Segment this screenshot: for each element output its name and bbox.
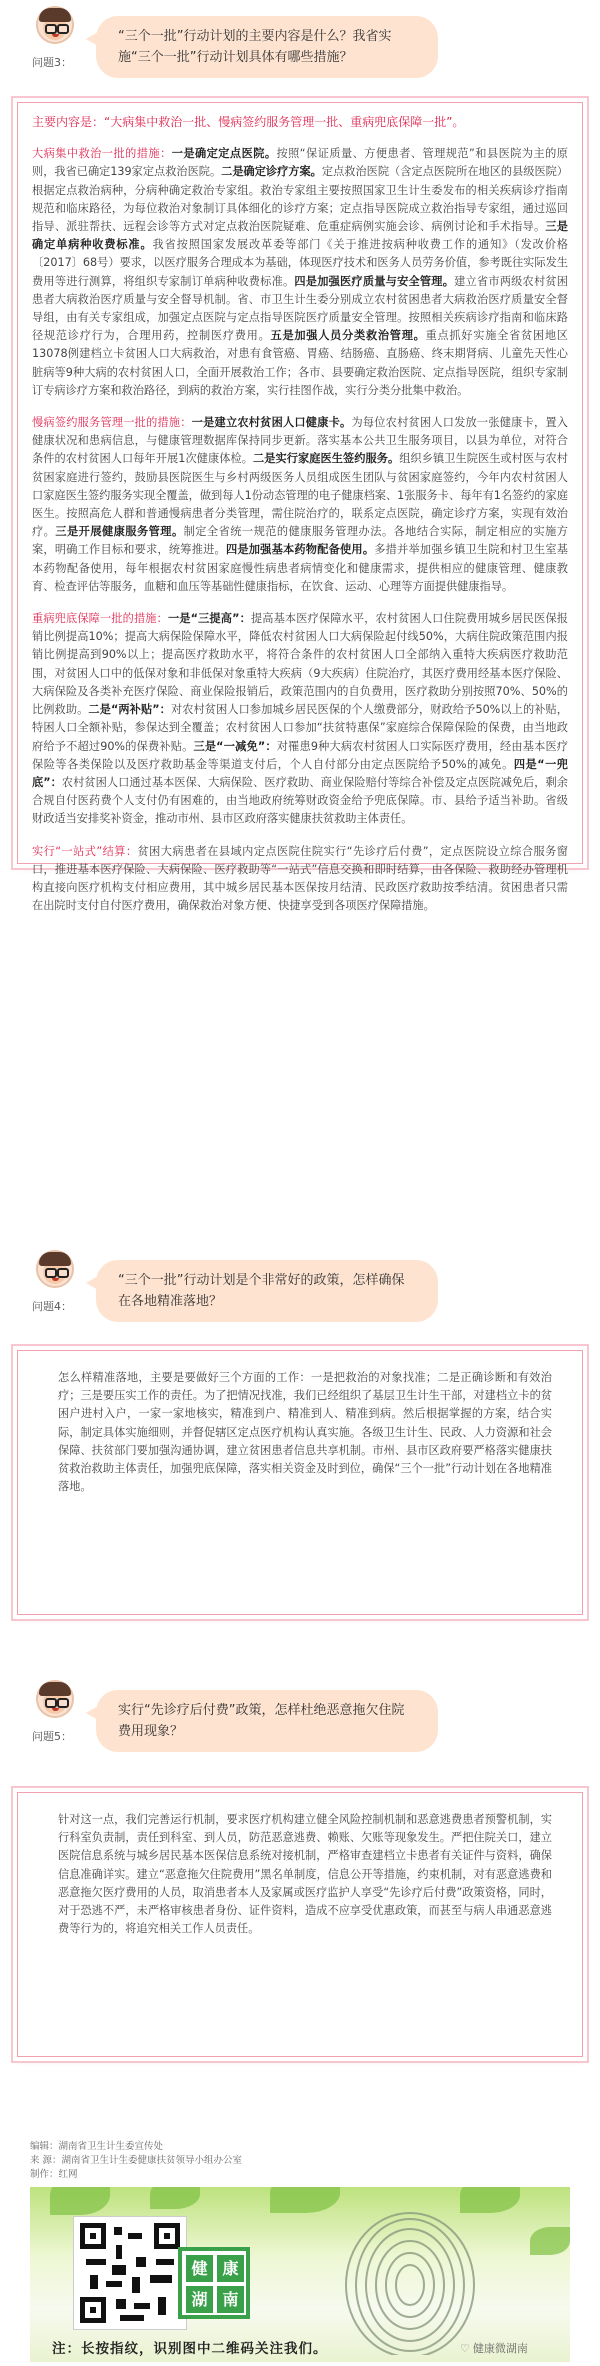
section-title: 实行“一站式”结算： bbox=[32, 844, 138, 858]
logo-char: 湖 bbox=[186, 2286, 213, 2313]
point-text: 按照“保证质量、方便患者、管理规范”和县医院为主的原则，我省已确定139家定点救治医院。 bbox=[32, 147, 568, 179]
logo-char: 健 bbox=[186, 2255, 213, 2282]
point-heading: 一是确定定点医院。 bbox=[171, 147, 277, 161]
point-heading: 四是加强医疗质量与安全管理。 bbox=[294, 274, 455, 288]
credit-editor: 编辑：湖南省卫生计生委宣传处 bbox=[30, 2141, 164, 2152]
credit-source: 来 源：湖南省卫生计生委健康扶贫领导小组办公室 bbox=[30, 2155, 243, 2166]
logo-icon bbox=[178, 2247, 250, 2319]
answer-text: 怎么样精准落地，主要是要做好三个方面的工作：一是把救治的对象找准；二是正确诊断和有效治疗；三是要压实工作的责任。为了把情况找准，我们已经组织了基层卫生计生干部，对建档立卡的贫困户进村入户，一家一家地核实，精准到户、精准到人、精准到病。然后根据掌握的方案，结合实际，制定具体实施细则，并督促辖区定点医疗机构认真实施。各级卫生计生、民政、人力资源和社会保障、扶贫部门要加强沟通协调，建立贫困患者信息共享机制。市州、县市区政府要严格落实健康扶贫救治救助主体责任，加强兜底保障，落实相关资金及时到位，确保“三个一批”行动计划在各地精准落地。 bbox=[58, 1371, 552, 1494]
point-text: 组织乡镇卫生院医生或村医与农村贫困家庭进行签约，鼓励县医院医生与乡村两级医务人员组成医生团队与贫困家庭签约，今年内农村贫困人口家庭医生签约服务实现全覆盖，做到每人1份动态管理的电子健康档案、1张服务卡、每年有1名签约的家庭医生。按照高危人群和普通慢病患者分类管理，需住院治疗的，联系定点医院，确定诊疗方案，实现有效治疗。 bbox=[32, 452, 568, 539]
section-title: 大病集中救治一批的措施： bbox=[32, 147, 172, 161]
point-text: 贫困大病患者在县域内定点医院住院实行“先诊疗后付费”，定点医院设立综合服务窗口，推进基本医疗保险、大病保险、医疗救助等“一站式”信息交换和即时结算，由各保险、救助经办管理机构直接向医疗机构支付相应费用，其中城乡居民基本医保按月结清、民政医疗救助按季结清。贫困患者只需在出院时支付自付医疗费用，确保救治对象方便、快捷享受到各项医疗保障措施。 bbox=[32, 844, 568, 913]
point-text: 对农村贫困人口参加城乡居民医保的个人缴费部分，财政给予50%以上的补贴，特困人口全额补贴，参保达到全覆盖；农村贫困人口参加“扶贫特惠保”家庭综合保障保险的保费，由当地政府给予不超过90%的保费补贴。 bbox=[32, 703, 568, 753]
question-bubble: “三个一批”行动计划的主要内容是什么？我省实施“三个一批”行动计划具体有哪些措施？ bbox=[96, 16, 438, 78]
logo-char: 南 bbox=[217, 2286, 244, 2313]
section-title: 重病兜底保障一批的措施： bbox=[32, 612, 168, 626]
point-heading: 三是开展健康服务管理。 bbox=[55, 525, 184, 539]
heart-icon: ♡ bbox=[460, 2342, 470, 2355]
point-text: 为每位农村贫困人口发放一张健康卡，置入健康状况和患病信息，与健康管理数据库保持同步更新。落实基本公共卫生服务项目，以县为单位，对符合条件的农村贫困人口每年开展1次健康体检。 bbox=[32, 416, 568, 466]
section-serious-illness bbox=[32, 610, 568, 828]
answer-panel-5 bbox=[17, 1792, 583, 2057]
point-heading: 五是加强人员分类救治管理。 bbox=[270, 329, 426, 343]
point-text: 重点抓好实施全省贫困地区13078例建档立卡贫困人口大病救治，对患有食管癌、胃癌、结肠癌、直肠癌、终末期肾病、儿童先天性心脏病等9种大病的农村贫困人口，全面开展救治工作；各市、县要确定救治医院、定点指导医院，组织专家制订专病诊疗方案和救治路径，到病的救治方案，实行挂图作战，实行分类分批集中救治。 bbox=[32, 329, 568, 397]
point-text: 对罹患9种大病农村贫困人口实际医疗费用，经由基本医疗保险等各类保险以及医疗救助基金等渠道支付后，个人自付部分由定点医院给予50%的减免。 bbox=[32, 739, 568, 771]
promo-banner bbox=[30, 2187, 570, 2362]
section-major-illness bbox=[32, 145, 568, 400]
question-label: 问题3： bbox=[32, 56, 72, 69]
point-heading: 四是“一兜底”： bbox=[32, 757, 568, 789]
question-label: 问题5： bbox=[32, 1730, 72, 1743]
avatar-icon bbox=[36, 1250, 74, 1288]
point-text: 提高基本医疗保障水平，农村贫困人口住院费用城乡居民医保报销比例提高10%；提高大病保险保障水平，降低农村贫困人口大病保险起付线50%，大病住院政策范围内报销比例提高到90%以上；提高医疗救助水平，将符合条件的农村贫困人口全部纳入重特大疾病医疗救助范围，对贫困人口中的低保对象和非低保对象重特大疾病（9大疾病）住院治疗，其医疗费用经基本医疗保险、大病保险及各类补充医疗保险、商业保险报销后，政策范围内的自负费用，医疗救助分别按照70%、50%的比例救助。 bbox=[32, 612, 568, 717]
section-title: 慢病签约服务管理一批的措施： bbox=[32, 416, 192, 430]
question-label: 问题4： bbox=[32, 1300, 72, 1313]
point-heading: 二是实行家庭医生签约服务。 bbox=[252, 452, 400, 466]
avatar-icon bbox=[36, 6, 74, 44]
point-heading: 二是“两补贴”： bbox=[88, 703, 171, 717]
point-heading: 一是“三提高”： bbox=[167, 612, 251, 626]
section-one-stop-settlement bbox=[32, 843, 568, 916]
credit-producer: 制作：红网 bbox=[30, 2169, 78, 2180]
qr-code-icon[interactable] bbox=[74, 2217, 186, 2329]
point-text: 我省按照国家发展改革委等部门《关于推进按病种收费工作的通知》（发改价格〔2017〕68号）要求，以医疗服务合理成本为基础，体现医疗技术和医务人员劳务价值，参考既往实际发生费用等进行测算，将组织专家制订单病种收费标准。 bbox=[32, 238, 568, 288]
point-heading: 三是确定单病种收费标准。 bbox=[32, 220, 568, 252]
point-heading: 四是加强基本药物配备使用。 bbox=[225, 543, 375, 557]
section-chronic-disease bbox=[32, 414, 568, 596]
point-text: 多措并举加强乡镇卫生院和村卫生室基本药物配备使用，每年根据农村贫困家庭慢性病患者病情变化和健康需求，提供相应的健康管理、健康教育、检查评估等服务，血糖和血压等基础性健康指标，在饮食、运动、心理等方面提供健康指导。 bbox=[32, 543, 568, 593]
point-text: 农村贫困人口通过基本医保、大病保险、医疗救助、商业保险赔付等综合补偿及定点医院减免后，剩余合规自付医药费个人支付仍有困难的，由当地政府统筹财政资金给予兜底保障。市、县给予适当补助。省级财政适当安排奖补资金，推动市州、县市区政府落实健康扶贫救助主体责任。 bbox=[32, 775, 568, 826]
answer-panel-4 bbox=[17, 1350, 583, 1615]
answer-panel-3 bbox=[17, 102, 583, 913]
point-text: 定点救治医院（含定点医院所在地区的县级医院）根据定点救治病种，分病种确定救治专家组。救治专家组主要按照国家卫生计生委发布的相关疾病诊疗指南规范和临床路径，为每位救治对象制订具体细化的诊疗方案；定点指导医院成立救治指导专家组，通过巡回指导、派驻帮扶、远程会诊等方式对定点救治医院疑难、危重症病例实施会诊、病例讨论和手术指导。 bbox=[32, 165, 569, 234]
point-text: 制定全省统一规范的健康服务管理办法。各地结合实际，制定相应的实施方案，明确工作目标和要求，统筹推进。 bbox=[32, 525, 568, 557]
credits bbox=[30, 2140, 242, 2182]
point-heading: 三是“一减免”： bbox=[193, 739, 277, 753]
point-text: 建立省市两级农村贫困患者大病救治医疗质量与安全督导机制。省、市卫生计生委分别成立农村贫困患者大病救治医疗质量安全督导组，由有关专家组成，加强定点医院与定点指导医院医疗质量安全管理。按照相关疾病诊疗指南和临床路径规范诊疗行为，合理用药，控制医疗费用。 bbox=[32, 274, 568, 343]
question-bubble: “三个一批”行动计划是个非常好的政策，怎样确保在各地精准落地？ bbox=[96, 1260, 438, 1322]
answer-text: 针对这一点，我们完善运行机制，要求医疗机构建立健全风险控制机制和恶意逃费患者预警机制，实行科室负责制，责任到科室、到人员，防范恶意逃费、赖账、欠账等现象发生。严把住院关口，建立医院信息系统与城乡居民基本医保信息系统对接机制，严格审查建档立卡患者有关证件与资料，确保信息准确详实。建立“恶意拖欠住院费用”黑名单制度，信息公开等措施，约束机制，对有恶意逃费和恶意拖欠医疗费用的人员，取消患者本人及家属或医疗监护人享受“先诊疗后付费”政策资格，同时，对于恐逃不严，未严格审核患者身份、证件资料，造成不应享受优惠政策，而甚至与病人串通恶意逃费等行为的，将追究相关工作人员责任。 bbox=[58, 1813, 552, 1936]
point-heading: 二是确定诊疗方案。 bbox=[221, 165, 322, 179]
watermark-text: 健康微湖南 bbox=[472, 2342, 528, 2355]
answer-lead: 主要内容是：“大病集中救治一批、慢病签约服务管理一批、重病兜底保障一批”。 bbox=[32, 115, 465, 129]
avatar-icon bbox=[36, 1680, 74, 1718]
scan-instruction: 注：长按指纹，识别图中二维码关注我们。 bbox=[52, 2341, 328, 2357]
question-bubble: 实行“先诊疗后付费”政策，怎样杜绝恶意拖欠住院费用现象？ bbox=[96, 1690, 438, 1752]
logo-char: 康 bbox=[217, 2255, 244, 2282]
point-heading: 一是建立农村贫困人口健康卡。 bbox=[191, 416, 352, 430]
fingerprint-icon[interactable] bbox=[330, 2205, 490, 2355]
watermark bbox=[460, 2340, 528, 2356]
